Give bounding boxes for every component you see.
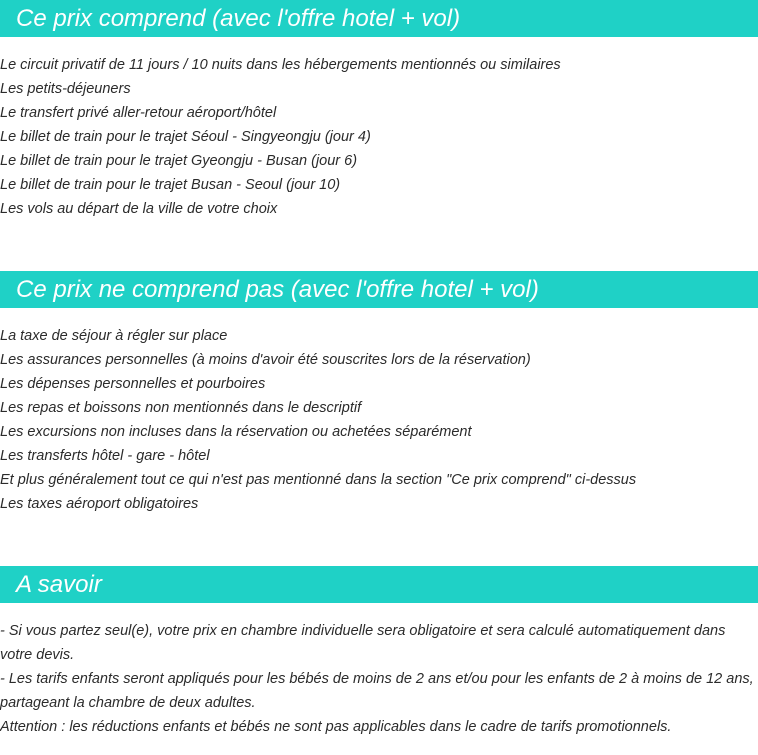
list-item: La taxe de séjour à régler sur place <box>0 328 228 344</box>
list-item: Le billet de train pour le trajet Busan - Seoul (jour 10) <box>0 177 341 193</box>
list-item: Le transfert privé aller-retour aéroport/hôtel <box>0 105 277 121</box>
included-section-title: Ce prix comprend (avec l'offre hotel + vol) <box>0 0 758 37</box>
list-item: Les dépenses personnelles et pourboires <box>0 376 266 392</box>
savoir-paragraph: - Les tarifs enfants seront appliqués pour les bébés de moins de 2 ans et/ou pour les enfants de 2 à moins de 12 ans, partageant la chambre de deux adultes. <box>0 671 754 711</box>
savoir-section-title: A savoir <box>0 566 758 603</box>
included-list <box>0 53 758 221</box>
list-item: Les assurances personnelles (à moins d'avoir été souscrites lors de la réservation) <box>0 352 531 368</box>
list-item: Les taxes aéroport obligatoires <box>0 496 199 512</box>
excluded-section-title: Ce prix ne comprend pas (avec l'offre hotel + vol) <box>0 271 758 308</box>
list-item: Les vols au départ de la ville de votre choix <box>0 201 278 217</box>
list-item: Les transferts hôtel - gare - hôtel <box>0 448 210 464</box>
list-item: Les petits-déjeuners <box>0 81 131 97</box>
list-item: Le circuit privatif de 11 jours / 10 nuits dans les hébergements mentionnés ou similaires <box>0 57 561 73</box>
list-item: Le billet de train pour le trajet Gyeongju - Busan (jour 6) <box>0 153 358 169</box>
savoir-paragraph: - Si vous partez seul(e), votre prix en chambre individuelle sera obligatoire et sera calculé automatiquement dans votre devis. <box>0 623 726 663</box>
list-item: Le billet de train pour le trajet Séoul - Singyeongju (jour 4) <box>0 129 371 145</box>
list-item: Les repas et boissons non mentionnés dans le descriptif <box>0 400 362 416</box>
list-item: Les excursions non incluses dans la réservation ou achetées séparément <box>0 424 472 440</box>
list-item: Et plus généralement tout ce qui n'est pas mentionné dans la section "Ce prix comprend" ci-dessus <box>0 472 637 488</box>
savoir-text <box>0 619 756 739</box>
excluded-list <box>0 324 758 516</box>
savoir-paragraph: Attention : les réductions enfants et bébés ne sont pas applicables dans le cadre de tarifs promotionnels. <box>0 719 672 735</box>
